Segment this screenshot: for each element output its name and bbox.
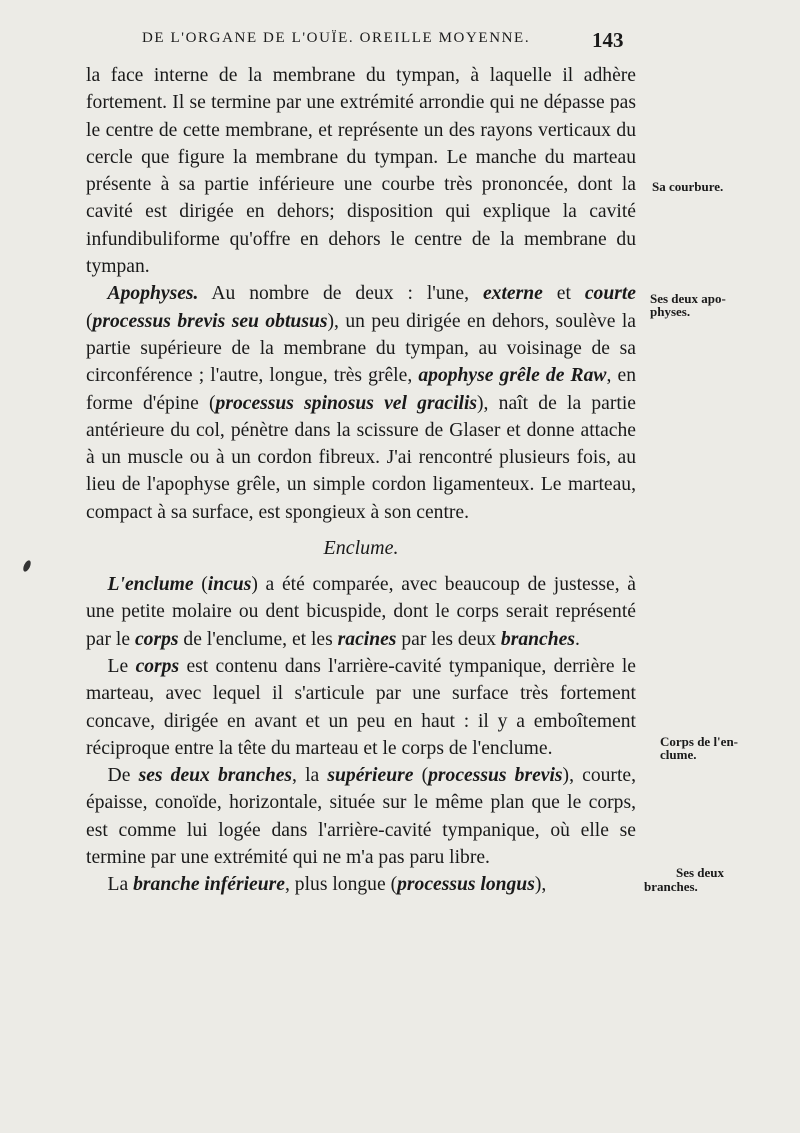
italic-text: corps bbox=[134, 628, 179, 650]
text-run: ( bbox=[86, 310, 93, 332]
margin-note-apophyses-line1: Ses deux apo- bbox=[650, 291, 726, 306]
margin-note-corps-line1: Corps de l'en- bbox=[660, 734, 738, 749]
running-title: DE L'ORGANE DE L'OUÏE. OREILLE MOYENNE. bbox=[142, 30, 531, 46]
italic-text: branches bbox=[500, 628, 575, 650]
text-run: par les deux bbox=[396, 628, 501, 650]
italic-text: corps bbox=[135, 655, 180, 677]
margin-note-apophyses-line2: physes. bbox=[650, 304, 691, 319]
text-run: et bbox=[542, 283, 585, 305]
italic-text: racines bbox=[337, 628, 397, 650]
text-run: , la bbox=[292, 765, 328, 787]
text-run: . bbox=[574, 628, 580, 650]
text-run: ), courte, épaisse, conoïde, horizontale, située sur le même plan que le corps, est comme lui logée dans l'arrière-cavité tympanique, où elle se termine par une extrémité qui ne m'a pas paru libre. bbox=[86, 765, 636, 869]
paragraphs-after-section bbox=[86, 571, 636, 899]
margin-note-branches-line1: Ses deux bbox=[676, 865, 725, 880]
text-run: Le bbox=[107, 655, 136, 677]
italic-text: processus brevis bbox=[428, 765, 563, 787]
page-number: 143 bbox=[592, 28, 624, 52]
text-run: ) a été comparée, avec beaucoup de justesse, à une petite molaire ou dent bicuspide, dont le corps serait représenté par le bbox=[86, 574, 636, 650]
italic-text: supérieure bbox=[327, 765, 414, 787]
text-run: Au nombre de deux : l'une, bbox=[198, 283, 483, 305]
paragraph bbox=[86, 280, 636, 526]
text-run: De bbox=[107, 765, 139, 787]
margin-note-courbure: Sa courbure. bbox=[652, 179, 724, 194]
text-run: ( bbox=[193, 574, 208, 596]
italic-text: externe bbox=[482, 283, 543, 305]
italic-text: processus longus bbox=[397, 874, 535, 896]
text-run: La bbox=[107, 874, 134, 896]
text-run: la face interne de la membrane du tympan, à laquelle il adhère fortement. Il se termine par une extrémité arrondie qui ne dépasse pas le centre de cette membrane, et représente un des rayons verticaux du cercle que figure la membrane du tympan. Le manche du marteau présente à sa partie inférieure une courbe très prononcée, dont la cavité est dirigée en dehors; disposition qui explique la cavité infundibuliforme qu'offre en dehors le centre de la membrane du tympan. bbox=[86, 65, 636, 278]
section-title: Enclume. bbox=[323, 537, 399, 560]
italic-text: L'enclume bbox=[107, 574, 194, 596]
text-run: ( bbox=[413, 765, 429, 787]
paragraph bbox=[86, 653, 636, 762]
italic-text: Apophyses. bbox=[107, 283, 199, 305]
italic-text: ses deux branches bbox=[138, 765, 293, 787]
paragraph bbox=[86, 62, 636, 280]
italic-text: processus brevis seu obtusus bbox=[92, 310, 328, 332]
italic-text: incus bbox=[207, 574, 252, 596]
italic-text: branche inférieure bbox=[133, 874, 285, 896]
page-body bbox=[86, 62, 636, 899]
text-run: ), naît de la partie antérieure du col, pénètre dans la scissure de Glaser et donne attache à un muscle ou à un cordon fibreux. J'ai rencontré plusieurs fois, au lieu de l'apophyse grêle, un simple cordon ligamenteux. Le marteau, compact à sa surface, est spongieux à son centre. bbox=[86, 392, 636, 523]
margin-note-branches-line2: branches. bbox=[644, 879, 698, 894]
italic-text: processus spinosus vel gracilis bbox=[215, 392, 478, 414]
paragraph bbox=[86, 571, 636, 653]
margin-note-corps-line2: clume. bbox=[660, 747, 697, 762]
text-run: est contenu dans l'arrière-cavité tympanique, derrière le marteau, avec lequel il s'articule par une surface très fortement concave, dirigée en avant et un peu en haut : il y a emboîtement réciproque entre la tête du marteau et le corps de l'enclume. bbox=[86, 655, 636, 759]
text-run: ), un peu dirigée en dehors, soulève la partie supérieure de la membrane du tympan, au voisinage de sa circonférence ; l'autre, longue, très grêle, bbox=[86, 310, 637, 387]
paragraph bbox=[86, 871, 636, 898]
text-run: ), bbox=[534, 874, 547, 896]
text-run: de l'enclume, et les bbox=[178, 628, 338, 650]
text-run: , en forme d'épine ( bbox=[86, 365, 636, 414]
paragraphs-before-section bbox=[86, 62, 636, 526]
ink-mark bbox=[22, 559, 33, 572]
italic-text: courte bbox=[584, 283, 636, 305]
text-run: , plus longue ( bbox=[284, 874, 398, 896]
paragraph bbox=[86, 762, 636, 871]
italic-text: apophyse grêle de Raw bbox=[418, 365, 607, 387]
